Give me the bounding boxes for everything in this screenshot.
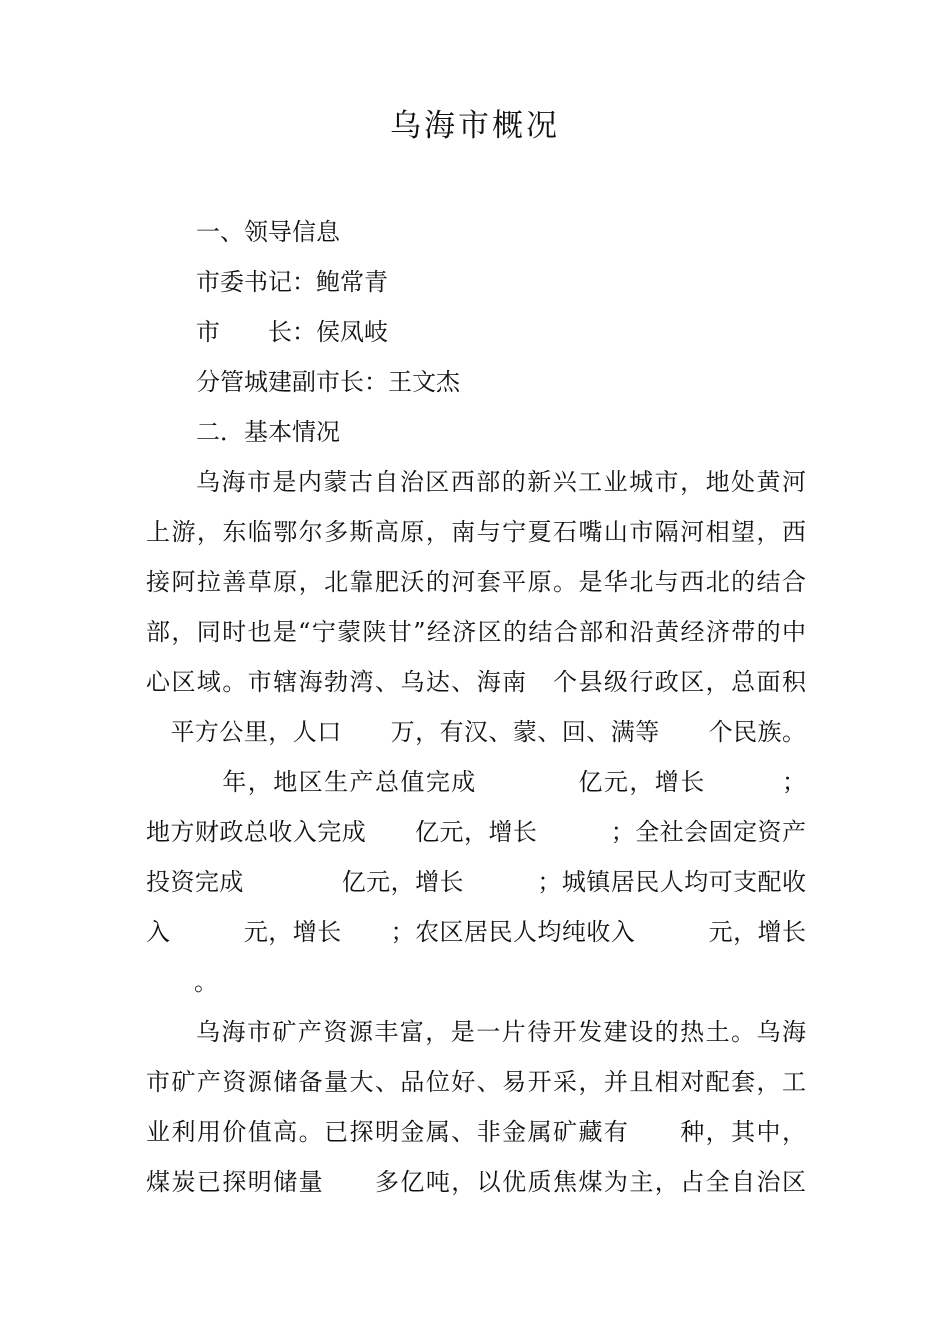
paragraph-line: 部，同时也是“宁蒙陕甘”经济区的结合部和沿黄经济带的中 [146, 618, 806, 646]
paragraph-line: 接阿拉善草原，北靠肥沃的河套平原。是华北与西北的结合 [146, 568, 806, 596]
paragraph-line: 上游，东临鄂尔多斯高原，南与宁夏石嘴山市隔河相望，西 [146, 518, 806, 546]
leader-mayor: 市 长：侯凤岐 [196, 318, 388, 346]
paragraph-line: 。 [146, 968, 218, 996]
paragraph-line: 煤炭已探明储量 多亿吨，以优质焦煤为主，占全自治区 [146, 1168, 806, 1196]
paragraph-line: 入 元，增长 ；农区居民人均纯收入 元，增长 [146, 918, 806, 946]
paragraph-line: 地方财政总收入完成 亿元，增长 ；全社会固定资产 [146, 818, 806, 846]
paragraph-line: 平方公里，人口 万，有汉、蒙、回、满等 个民族。 [146, 718, 806, 746]
paragraph-line: 年，地区生产总值完成 亿元，增长 ； [146, 768, 806, 796]
section-heading-leaders: 一、领导信息 [196, 218, 340, 246]
leader-party-secretary: 市委书记：鲍常青 [196, 268, 388, 296]
paragraph-line: 乌海市是内蒙古自治区西部的新兴工业城市，地处黄河 [196, 468, 806, 496]
paragraph-line: 业利用价值高。已探明金属、非金属矿藏有 种，其中， [146, 1118, 806, 1146]
document-title: 乌海市概况 [390, 108, 560, 144]
leader-vice-mayor: 分管城建副市长：王文杰 [196, 368, 460, 396]
section-heading-basic: 二．基本情况 [196, 418, 340, 446]
paragraph-line: 市矿产资源储备量大、品位好、易开采，并且相对配套，工 [146, 1068, 806, 1096]
paragraph-line: 心区域。市辖海勃湾、乌达、海南 个县级行政区，总面积 [146, 668, 806, 696]
paragraph-line: 乌海市矿产资源丰富，是一片待开发建设的热土。乌海 [196, 1018, 806, 1046]
paragraph-line: 投资完成 亿元，增长 ；城镇居民人均可支配收 [146, 868, 806, 896]
